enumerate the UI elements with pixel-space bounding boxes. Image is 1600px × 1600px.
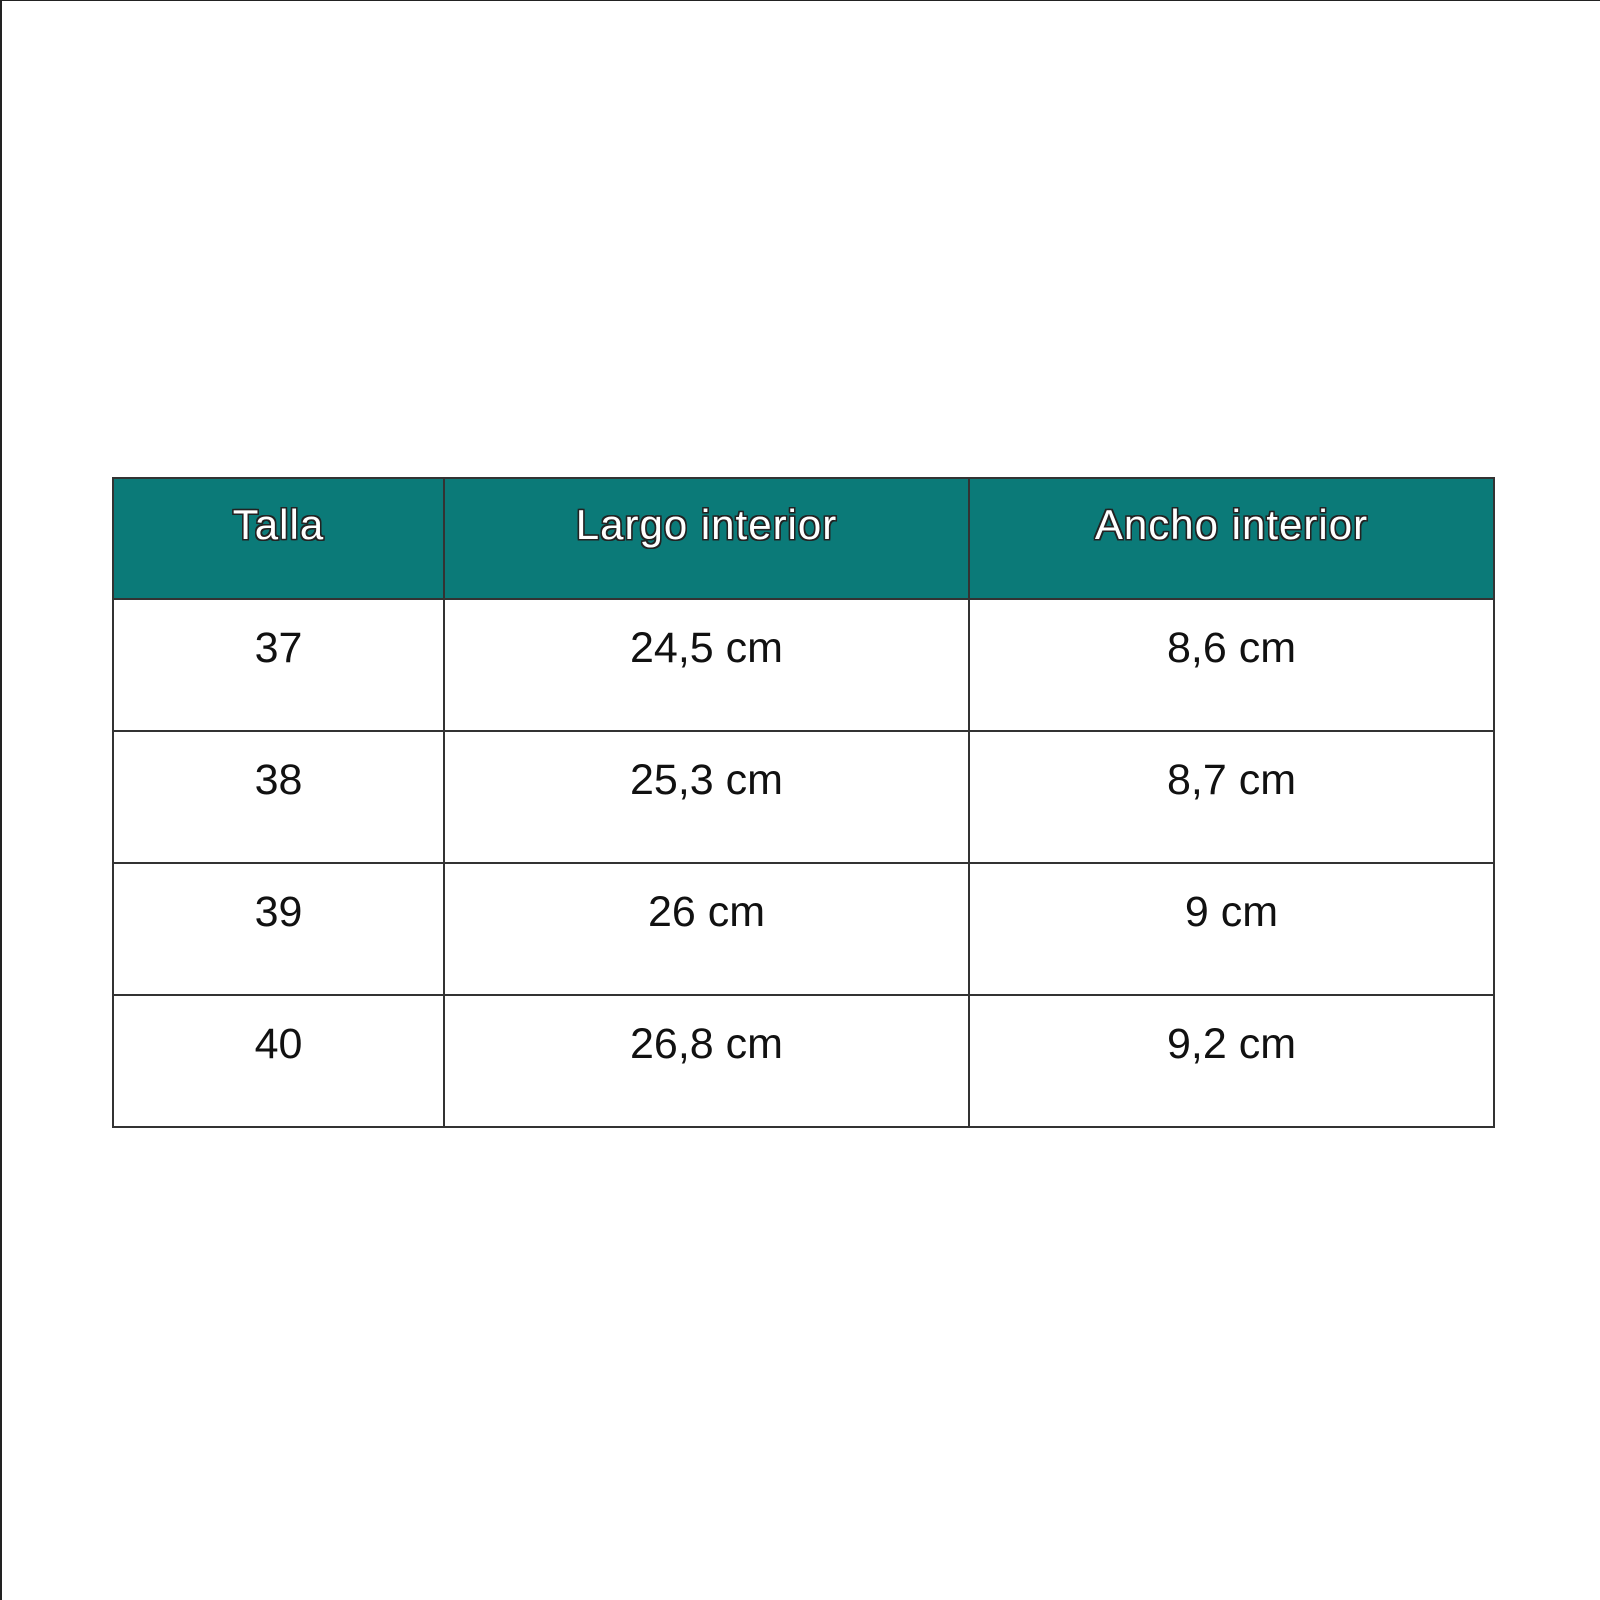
cell-inner-width: 8,7 cm bbox=[969, 731, 1494, 863]
cell-size: 38 bbox=[113, 731, 444, 863]
cell-inner-length: 24,5 cm bbox=[444, 599, 969, 731]
cell-size: 37 bbox=[113, 599, 444, 731]
header-size: Talla bbox=[113, 478, 444, 599]
cell-inner-length: 26 cm bbox=[444, 863, 969, 995]
size-chart-table bbox=[112, 477, 1495, 1128]
header-inner-width: Ancho interior bbox=[969, 478, 1494, 599]
cell-inner-width: 9 cm bbox=[969, 863, 1494, 995]
cell-size: 39 bbox=[113, 863, 444, 995]
cell-size: 40 bbox=[113, 995, 444, 1127]
cell-inner-length: 26,8 cm bbox=[444, 995, 969, 1127]
table-header-row bbox=[113, 478, 1494, 599]
cell-inner-width: 8,6 cm bbox=[969, 599, 1494, 731]
cell-inner-length: 25,3 cm bbox=[444, 731, 969, 863]
table-row bbox=[113, 995, 1494, 1127]
cell-inner-width: 9,2 cm bbox=[969, 995, 1494, 1127]
table-row bbox=[113, 731, 1494, 863]
table-row bbox=[113, 599, 1494, 731]
table-row bbox=[113, 863, 1494, 995]
header-inner-length: Largo interior bbox=[444, 478, 969, 599]
